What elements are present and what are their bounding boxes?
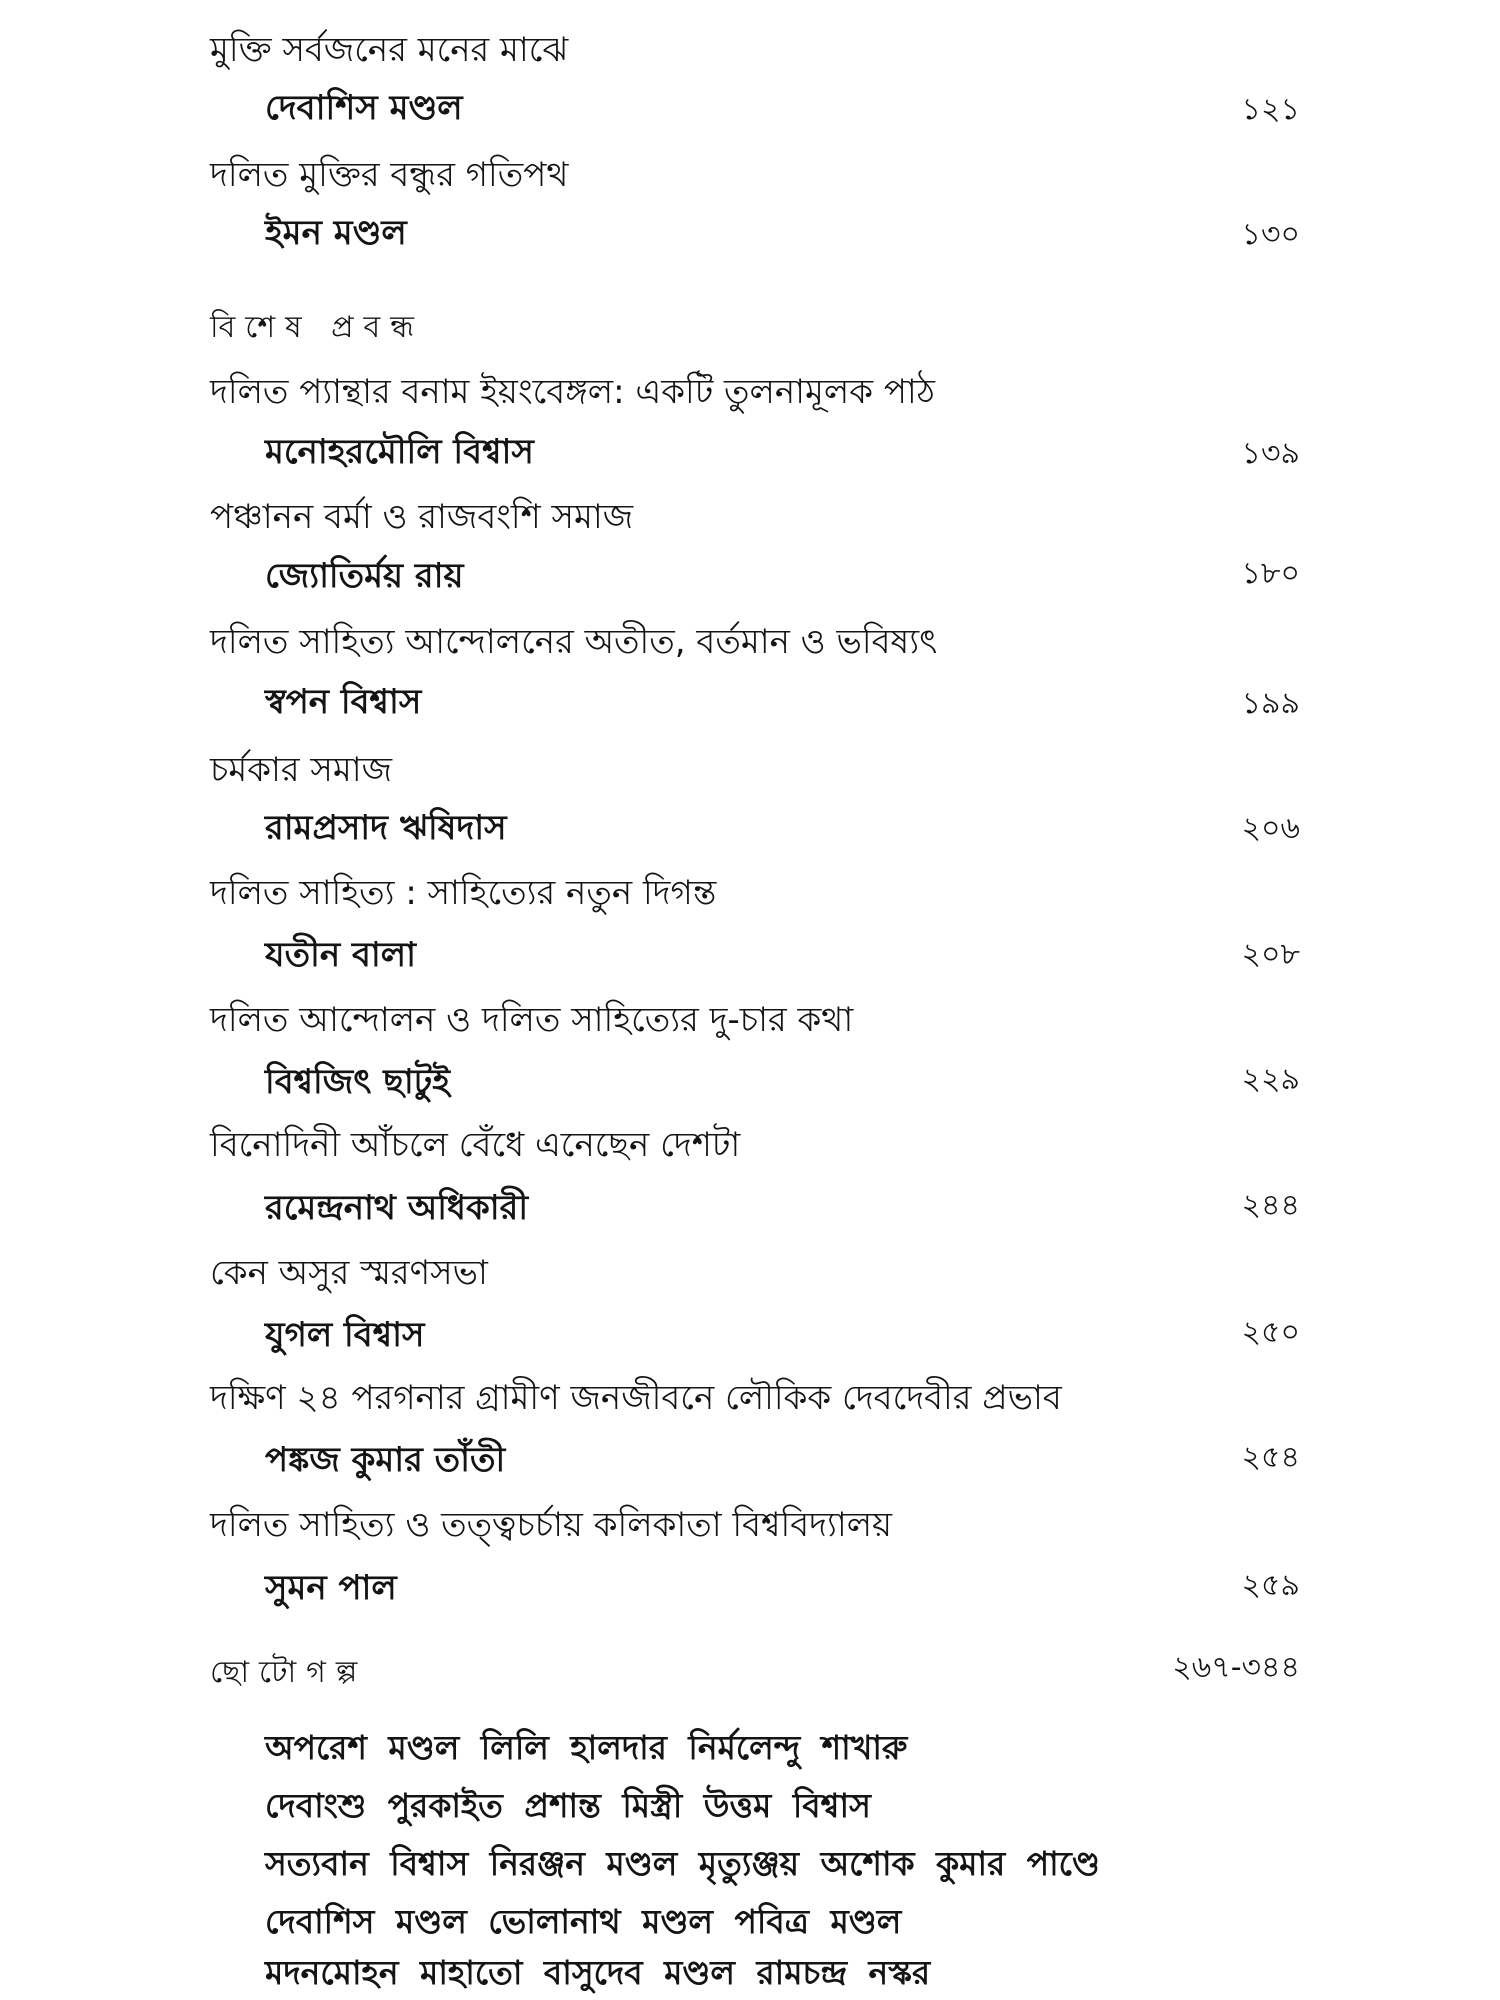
entry-author: জ্যোতির্ময় রায় (265, 556, 464, 596)
section-heading-short-stories: ছোটোগল্প (210, 1655, 368, 1690)
entry-page-number: ২৫০ (1241, 1315, 1300, 1350)
entry-author: সুমন পাল (265, 1568, 397, 1608)
entry-page-number: ১৯৯ (1241, 686, 1300, 721)
entry-title: দলিত প্যান্থার বনাম ইয়ংবেঙ্গল: একটি তুলনামূলক পাঠ (210, 372, 935, 412)
entry-page-number: ১৩৯ (1241, 436, 1300, 471)
entry-page-number: ২০৮ (1241, 937, 1300, 972)
story-authors-line: দেবাংশু পুরকাইত প্রশান্ত মিস্ত্রী উত্তম বিশ্বাস (265, 1786, 871, 1825)
section-page-range: ২৬৭-৩৪৪ (1172, 1650, 1300, 1685)
entry-page-number: ২০৬ (1241, 811, 1300, 846)
entry-title: চর্মকার সমাজ (210, 750, 393, 790)
story-authors-line: অপরেশ মণ্ডল লিলি হালদার নির্মলেন্দু শাখারু (265, 1728, 908, 1767)
story-authors-line: সত্যবান বিশ্বাস নিরঞ্জন মণ্ডল মৃত্যুঞ্জয় অশোক কুমার পাণ্ডে (265, 1844, 1100, 1883)
entry-title: দলিত মুক্তির বন্ধুর গতিপথ (210, 155, 569, 195)
entry-author: যুগল বিশ্বাস (265, 1315, 425, 1355)
entry-title: দক্ষিণ ২৪ পরগনার গ্রামীণ জনজীবনে লৌকিক দেবদেবীর প্রভাব (210, 1378, 1062, 1418)
entry-title: দলিত সাহিত্য ও তত্ত্বচর্চায় কলিকাতা বিশ্ববিদ্যালয় (210, 1505, 893, 1545)
entry-page-number: ১৩০ (1241, 217, 1300, 252)
entry-page-number: ১৮০ (1241, 556, 1300, 591)
entry-author: রমেন্দ্রনাথ অধিকারী (265, 1188, 529, 1228)
section-heading-special-essays: বিশেষ প্রবন্ধ (210, 310, 425, 345)
entry-page-number: ১২১ (1241, 92, 1300, 127)
entry-author: যতীন বালা (265, 935, 416, 975)
entry-page-number: ২৪৪ (1241, 1188, 1300, 1223)
entry-title: দলিত আন্দোলন ও দলিত সাহিত্যের দু-চার কথা (210, 1000, 854, 1040)
entry-page-number: ২২৯ (1241, 1062, 1300, 1097)
story-authors-line: দেবাশিস মণ্ডল ভোলানাথ মণ্ডল পবিত্র মণ্ডল (265, 1902, 902, 1941)
entry-author: ইমন মণ্ডল (265, 213, 407, 253)
entry-page-number: ২৫৪ (1241, 1440, 1300, 1475)
entry-author: স্বপন বিশ্বাস (265, 682, 422, 722)
entry-author: পঙ্কজ কুমার তাঁতী (265, 1440, 506, 1480)
entry-author: রামপ্রসাদ ঋষিদাস (265, 808, 507, 848)
entry-author: মনোহরমৌলি বিশ্বাস (265, 432, 534, 472)
entry-title: কেন অসুর স্মরণসভা (210, 1253, 488, 1293)
story-authors-line: মদনমোহন মাহাতো বাসুদেব মণ্ডল রামচন্দ্র নস্কর (265, 1953, 931, 1992)
entry-title: দলিত সাহিত্য : সাহিত্যের নতুন দিগন্ত (210, 873, 717, 913)
entry-author: দেবাশিস মণ্ডল (265, 88, 463, 128)
entry-page-number: ২৫৯ (1241, 1568, 1300, 1603)
entry-title: দলিত সাহিত্য আন্দোলনের অতীত, বর্তমান ও ভবিষ্যৎ (210, 622, 938, 662)
entry-author: বিশ্বজিৎ ছাটুই (265, 1062, 450, 1102)
entry-title: বিনোদিনী আঁচলে বেঁধে এনেছেন দেশটা (210, 1125, 741, 1165)
entry-title: পঞ্চানন বর্মা ও রাজবংশি সমাজ (210, 497, 634, 537)
entry-title: মুক্তি সর্বজনের মনের মাঝে (210, 30, 569, 70)
